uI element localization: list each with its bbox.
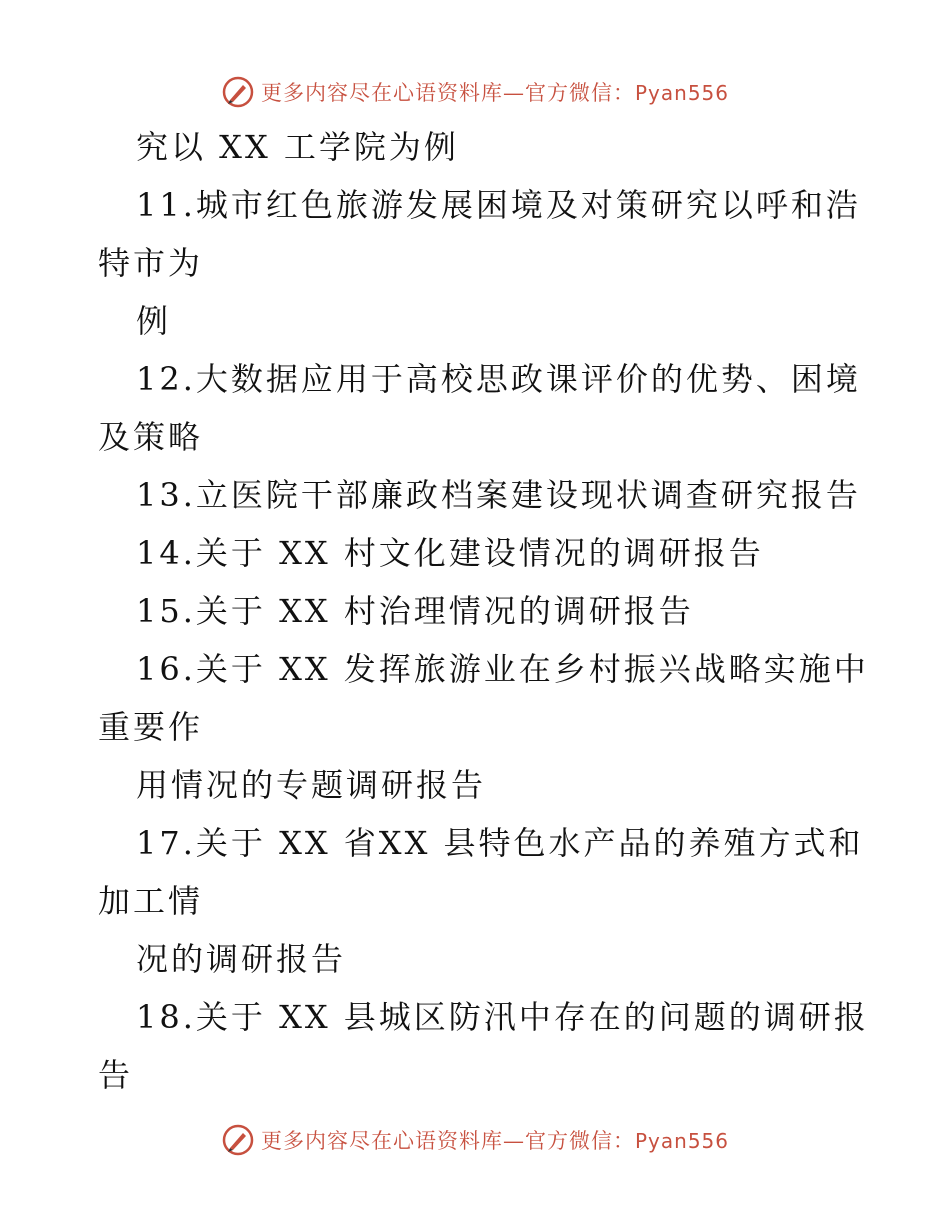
- text-line: 18.关于 XX 县城区防汛中存在的问题的调研报: [136, 998, 869, 1036]
- footer-banner-inner: [221, 1123, 729, 1157]
- text-line: 究以 XX 工学院为例: [136, 128, 459, 166]
- text-line: 况的调研报告: [136, 940, 347, 978]
- footer-banner-text: [261, 1125, 729, 1155]
- banner-wechat-id: Pyan556: [634, 1129, 729, 1153]
- text-line: 14.关于 XX 村文化建设情况的调研报告: [136, 534, 764, 572]
- text-line: 15.关于 XX 村治理情况的调研报告: [136, 592, 694, 630]
- text-line: 13.立医院干部廉政档案建设现状调查研究报告: [136, 476, 861, 514]
- text-line: 例: [136, 302, 172, 340]
- banner-label: 更多内容尽在心语资料库—官方微信：: [260, 1129, 635, 1153]
- footer-banner: [0, 1120, 950, 1160]
- text-line: 特市为: [98, 244, 204, 282]
- header-banner: [0, 72, 950, 112]
- pen-logo-icon: [221, 1123, 255, 1157]
- text-line: 16.关于 XX 发挥旅游业在乡村振兴战略实施中: [136, 650, 869, 688]
- document-body: [98, 118, 869, 1104]
- text-line: 及策略: [98, 418, 204, 456]
- text-line: 17.关于 XX 省XX 县特色水产品的养殖方式和: [136, 824, 864, 862]
- text-line: 12.大数据应用于高校思政课评价的优势、困境: [136, 360, 861, 398]
- text-line: 重要作: [98, 708, 204, 746]
- header-banner-inner: [221, 75, 729, 109]
- header-banner-text: [261, 77, 729, 107]
- banner-wechat-id: Pyan556: [634, 81, 729, 105]
- pen-logo-icon: [221, 75, 255, 109]
- banner-label: 更多内容尽在心语资料库—官方微信：: [260, 81, 635, 105]
- text-line: 加工情: [98, 882, 204, 920]
- text-line: 用情况的专题调研报告: [136, 766, 487, 804]
- text-line: 告: [98, 1056, 134, 1094]
- text-line: 11.城市红色旅游发展困境及对策研究以呼和浩: [136, 186, 861, 224]
